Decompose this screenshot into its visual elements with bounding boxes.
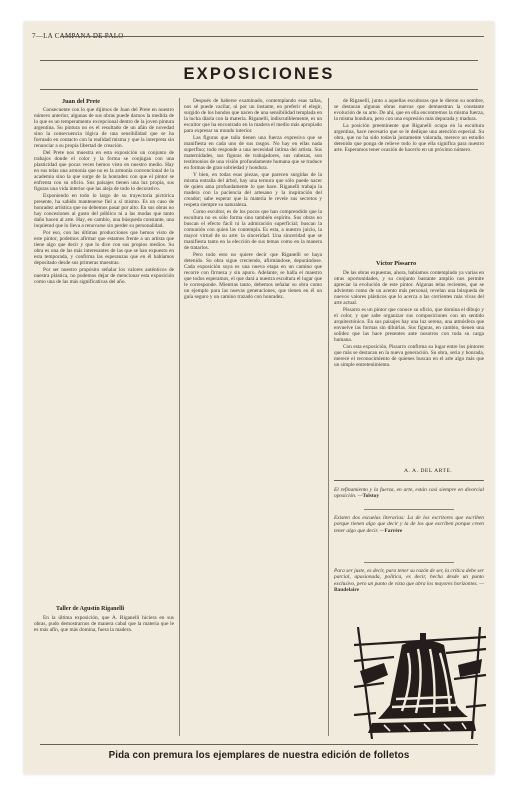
article-signature: A. A. DEL ARTE.	[404, 468, 453, 474]
bell-woodcut-icon	[354, 627, 486, 739]
paragraph: Del Prete nos muestra en esta exposición un conjunto de trabajos donde el color y la forma se conjugan con una plasticidad que pocas veces hemos visto en nuestro medio. Hay en sus telas una armonía que no es la armonía convencional de la academia sino la que surge de la honradez con que el pintor se enfrenta con su oficio. Sus paisajes tienen una luz propia, sus figuras una vida interior que las aleja de todo lo decorativo.	[34, 149, 174, 193]
paragraph: Exponiendo en todo lo largo de su trayectoria pictórica presente, ha sabido mantenerse fiel a sí mismo. Es un caso de honradez artística que no debemos pasar por alto. En sus obras no hay concesiones al gusto del público ni a las modas que tanto daño hacen al arte. Hay, en cambio, una búsqueda constante, una inquietud que lo lleva a renovarse sin perder su personalidad.	[34, 192, 174, 230]
signature-rule	[334, 480, 484, 481]
byline-juan-del-prete: Juan del Prete	[62, 98, 101, 105]
paragraph: Las figuras que talla tienen una fuerza expresiva que se manifiesta en cada uno de sus rasgos. No hay en ellas nada superfluo; todo responde a una necesidad íntima del artista. Sus maternidades, sus figuras de trabajadores, sus cabezas, son testimonios de una visión profundamente humana que se traduce en formas de gran sobriedad y hondura.	[184, 134, 322, 172]
newspaper-page	[24, 22, 494, 774]
title-bottom-rule	[40, 89, 478, 90]
paragraph: De las obras expuestas, ahora, habíamos contemplado ya varias en otras oportunidades, y su conjunto bastante amplio nos permite apreciar la evolución de este pintor. Algunas telas recientes, que se advierten como de un acento más personal, revelan una búsqueda de nuevos valores plásticos que lo acerca a las corrientes más vivas del arte actual.	[334, 270, 484, 307]
quote-divider	[364, 509, 454, 510]
subhead-riganelli: Taller de Agustín Riganelli	[56, 606, 125, 612]
quote-text: El refinamiento y la fuerza, en arte, están casi siempre en divorcial oposición.	[334, 487, 484, 500]
title-top-rule	[40, 60, 478, 61]
paragraph: Como escultor, es de los pocos que han comprendido que la escultura no es sólo forma sino también espíritu. Sus obras no buscan el efecto fácil ni la admiración superficial; buscan la comunión con quien las contempla. Es esta, a nuestro juicio, la mayor virtud de su arte: la sinceridad. Una sinceridad que se manifiesta tanto en la elección de sus temas como en la manera de tratarlos.	[184, 208, 322, 251]
quote-author: Baudelaire	[334, 586, 360, 593]
paragraph: Consecuente con lo que dijimos de Juan del Prete en nuestro número anterior, algunas de sus obras puede darnos la medida de lo que es un temperamento excepcional dentro de la joven pintura argentina. Su pintura no es el resultado de un afán de novedad sino la consecuencia lógica de una sensibilidad que se ha formado en contacto con la realidad misma y que la interpreta sin renunciar a su propia libertad de creación.	[34, 107, 174, 150]
column-3-body-top	[334, 98, 484, 253]
paragraph: Por eso, con las últimas producciones que hemos visto de este pintor, podemos afirmar que estamos frente a un artista que tiene algo que decir y que lo dice con sus propios medios. Su obra es una de las más interesantes de las que se han expuesto en esta temporada, y confirma las esperanzas que en él habíamos depositado desde sus primeras muestras.	[34, 229, 174, 266]
paragraph: de Riganelli, junto a aquellas esculturas que le dieron su nombre, se destacan algunas obras nuevas que demuestran la constante evolución de su arte. De ahí, que en ella encontremos la misma fuerza, la misma hondura, pero con una expresión más depurada y madura.	[334, 98, 484, 123]
quote-text: Para ser juste, es decir, para tener su razón de ser, la crítica debe ser parcial, apasionada, política, es decir, hecha desde un punto exclusivo, pero un punto de vista que abra los mayores horizontes.	[334, 568, 484, 587]
header-rule	[60, 36, 484, 37]
column-1-tail	[34, 615, 174, 735]
quote-author: Farrère	[384, 527, 403, 534]
column-1-body	[34, 107, 174, 602]
quote-author: Tolstoy	[362, 493, 380, 500]
running-head: 7—LA CAMPANA DE PALO	[32, 32, 124, 40]
paragraph: Pissarro es un pintor que conoce su oficio, que domina el dibujo y el color, y que sabe organizar sus composiciones con un sentido arquitectónico. En sus paisajes hay una luz serena, una atmósfera que envuelve las formas sin diluirlas. Sus figuras, en cambio, tienen una solidez que las hace presentes ante nosotros con toda su carga humana.	[334, 306, 484, 344]
column-1-tail-paragraph: En la última exposición, que A. Riganelli hiciera en sus obras, pudo demostrarnos de manera cabal que la materia que le es más afín, que más domina, fuera la madera.	[34, 615, 174, 634]
column-separator-2	[328, 98, 329, 736]
quote-farrere: Existen dos escuelas literarias: La de los escritores que escriben porque tienen algo que decir y la de los que escriben porque creen tener algo que decir. —Farrère	[334, 515, 484, 534]
paragraph: Por ser nuestro propósito señalar los valores auténticos de nuestra plástica, no podemos dejar de mencionar esta exposición como una de las más significativas del año.	[34, 266, 174, 285]
paragraph: Y bien, en todas esas piezas, que parecen surgidas de la misma entraña del árbol, hay una ternura que sólo puede nacer de quien ama profundamente lo que hace. Riganelli trabaja la madera con la paciencia del artesano y la inspiración del creador; sabe esperar que la materia le revele sus secretos y respeta siempre su naturaleza.	[184, 171, 322, 208]
paragraph: Después de haberse examinado, contemplando esas tallas, nos sé puede vacilar, ni por un instante, en preferir el elegir, surgido de los hondos que nacen de una sensibilidad templada en la lucha diaria con la materia. Riganelli, indiscutiblemente, es un escultor que ha encontrado en la madera el medio más apropiado para expresar su mundo interior.	[184, 98, 322, 135]
quote-baudelaire: Para ser juste, es decir, para tener su razón de ser, la crítica debe ser parcial, apasionada, política, es decir, hecha desde un punto exclusivo, pero un punto de vista que abra los mayores horizontes. —Baudelaire	[334, 568, 484, 593]
column-2-body	[184, 98, 322, 736]
quote-tolstoy: El refinamiento y la fuerza, en arte, están casi siempre en divorcial oposición. —Tolstoy	[334, 487, 484, 500]
footer-banner: Pida con premura los ejemplares de nuestra edición de folletos	[108, 750, 410, 761]
paragraph: Pero todo esto no quiere decir que Riganelli se haya detenido. Su obra sigue creciendo, afirmándose, depurándose. Cada exposición suya es una nueva etapa en un camino que recorre con firmeza y sin apuro. Adelante, se halla el maestro que todos esperamos, el que dará a nuestra escultura el lugar que le corresponde. Mientras tanto, debemos señalar su obra como un ejemplo para las nuevas generaciones, que tienen en él un guía seguro y un camino trazado con honradez.	[184, 251, 322, 300]
byline-victor-pissarro: Víctor Pissarro	[376, 260, 417, 267]
column-3-body-bottom	[334, 270, 484, 460]
paragraph: La posición preeminente que Riganelli ocupa en la escultura argentina, hace necesario que se le dedique una atención especial. Su obra, que no ha sido todavía justamente valorada, merece un estudio detenido que ponga de relieve todo lo que ella significa para nuestro arte. Esperamos tener ocasión de hacerlo en un próximo número.	[334, 122, 484, 153]
footer-rule	[40, 744, 478, 745]
paragraph: Con esta exposición, Pissarro confirma su lugar entre los pintores que más se destacan en la nueva generación. Su obra, seria y honrada, merece el reconocimiento de quienes buscan en el arte algo más que un simple entretenimiento.	[334, 343, 484, 368]
article-title: EXPOSICIONES	[183, 65, 335, 83]
column-separator-1	[179, 98, 180, 736]
quote-divider	[364, 562, 454, 563]
quote-text: Existen dos escuelas literarias: La de los escritores que escriben porque tienen algo que decir y la de los que escriben porque creen tener algo que decir.	[334, 515, 484, 534]
